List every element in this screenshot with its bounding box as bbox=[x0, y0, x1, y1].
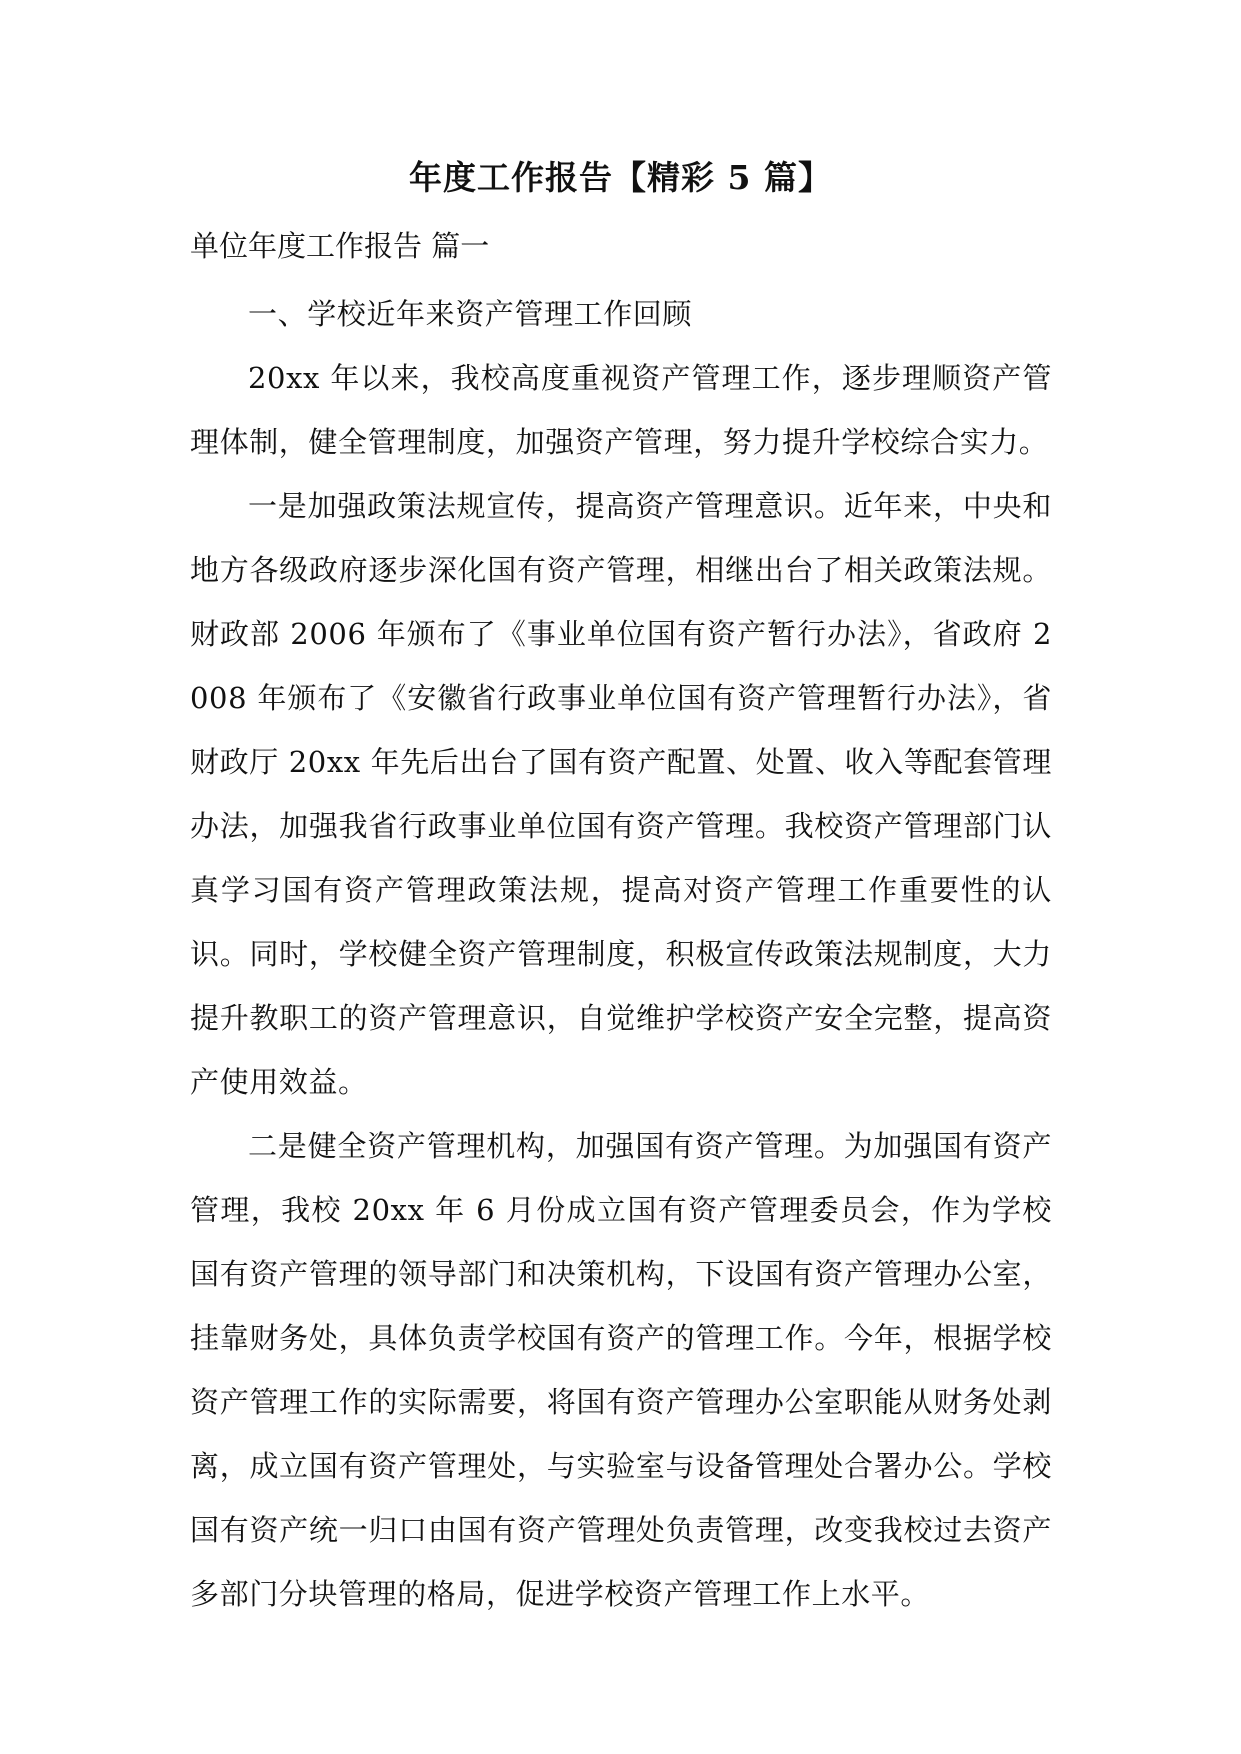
document-title: 年度工作报告【精彩 5 篇】 bbox=[409, 158, 832, 197]
paragraph: 一、学校近年来资产管理工作回顾 bbox=[248, 297, 693, 331]
paragraph: 20xx 年以来，我校高度重视资产管理工作，逐步理顺资产管理体制，健全管理制度，加强资产管理，努力提升学校综合实力。 bbox=[190, 361, 1052, 459]
paragraph: 一是加强政策法规宣传，提高资产管理意识。近年来，中央和地方各级政府逐步深化国有资产管理，相继出台了相关政策法规。财政部 2006 年颁布了《事业单位国有资产暂行办法》，省政府 2008 年颁布了《安徽省行政事业单位国有资产管理暂行办法》，省财政厅 20xx 年先后出台了国有资产配置、处置、收入等配套管理办法，加强我省行政事业单位国有资产管理。我校资产管理部门认真学习国有资产管理政策法规，提高对资产管理工作重要性的认识。同时，学校健全资产管理制度，积极宣传政策法规制度，大力提升教职工的资产管理意识，自觉维护学校资产安全完整，提高资产使用效益。 bbox=[190, 489, 1052, 1099]
paragraph: 二是健全资产管理机构，加强国有资产管理。为加强国有资产管理，我校 20xx 年 6 月份成立国有资产管理委员会，作为学校国有资产管理的领导部门和决策机构，下设国有资产管理办公室，挂靠财务处，具体负责学校国有资产的管理工作。今年，根据学校资产管理工作的实际需要，将国有资产管理办公室职能从财务处剥离，成立国有资产管理处，与实验室与设备管理处合署办公。学校国有资产统一归口由国有资产管理处负责管理，改变我校过去资产多部门分块管理的格局，促进学校资产管理工作上水平。 bbox=[190, 1129, 1052, 1611]
document-body bbox=[190, 282, 1052, 1626]
section-heading: 单位年度工作报告 篇一 bbox=[190, 229, 490, 263]
